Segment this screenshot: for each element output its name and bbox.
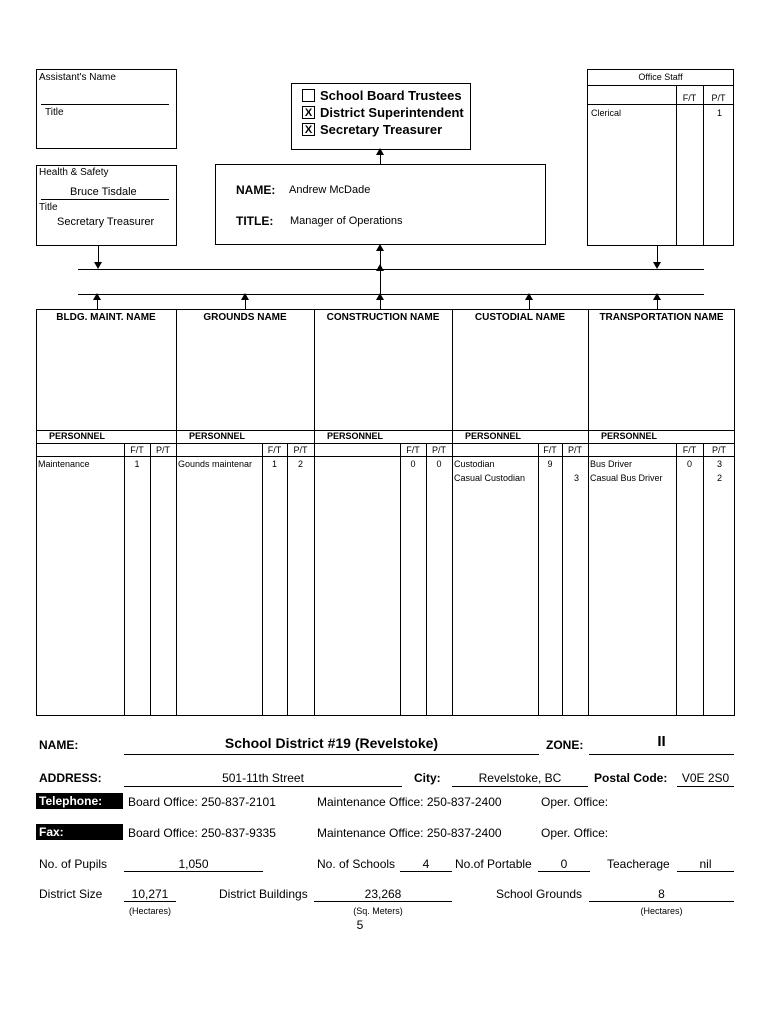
- arrow-down-icon: [94, 262, 102, 269]
- page-number: 5: [356, 918, 364, 932]
- ftpt-divider: [676, 443, 677, 716]
- dept-title: GROUNDS NAME: [203, 312, 287, 323]
- arrow-up-icon: [653, 293, 661, 300]
- table-row-ft: 1: [271, 459, 277, 469]
- treasurer-label: Secretary Treasurer: [320, 122, 443, 137]
- office-staff-header: Office Staff: [638, 72, 683, 82]
- dept-title: BLDG. MAINT. NAME: [56, 312, 156, 323]
- footer-name-label: NAME:: [39, 738, 79, 752]
- table-row-pt: 3: [573, 473, 579, 483]
- office-pt-value: 1: [716, 108, 722, 118]
- telephone-label: Telephone:: [36, 793, 123, 809]
- pupils-label: No. of Pupils: [39, 857, 108, 871]
- connector-left-line: [98, 246, 99, 263]
- ftpt-divider: [400, 443, 401, 716]
- dept-divider: [176, 309, 177, 716]
- teacherage-line: [677, 871, 734, 872]
- health-safety-name: Bruce Tisdale: [70, 186, 137, 198]
- table-row-ft: 0: [686, 459, 692, 469]
- office-role: Clerical: [591, 108, 622, 118]
- arrow-up-icon: [376, 264, 384, 271]
- arrow-up-icon: [93, 293, 101, 300]
- arrow-up-icon: [525, 293, 533, 300]
- ftpt-divider: [124, 443, 125, 716]
- office-ft-header: F/T: [682, 93, 697, 103]
- trustees-label: School Board Trustees: [320, 88, 462, 103]
- office-pt-header: P/T: [711, 93, 726, 103]
- table-row-ft: 9: [547, 459, 553, 469]
- portable-label: No.of Portable: [455, 857, 532, 871]
- arrow-up-icon: [376, 293, 384, 300]
- pt-header: P/T: [155, 445, 170, 455]
- pt-header: P/T: [567, 445, 582, 455]
- pt-header: P/T: [431, 445, 446, 455]
- table-row-role: Maintenance: [38, 459, 90, 469]
- size-value: 10,271: [131, 887, 169, 901]
- arrow-down-icon: [653, 262, 661, 269]
- health-safety-label: Health & Safety: [39, 167, 109, 178]
- table-row-role: Casual Custodian: [454, 473, 526, 483]
- manager-box: [215, 164, 546, 245]
- ftpt-divider: [262, 443, 263, 716]
- city-line: [452, 786, 588, 787]
- table-row-pt: 2: [716, 473, 722, 483]
- personnel-label: PERSONNEL: [601, 431, 658, 441]
- district-name: School District #19 (Revelstoke): [224, 735, 439, 751]
- assistant-name-line: [41, 104, 169, 105]
- ft-header: F/T: [406, 445, 420, 455]
- office-subheader-line: [587, 104, 734, 105]
- superintendent-checkbox[interactable]: X: [302, 106, 315, 119]
- superintendent-label: District Superintendent: [320, 105, 464, 120]
- table-row-ft: 1: [134, 459, 140, 469]
- personnel-mid-line: [36, 443, 735, 444]
- assistant-title-label: Title: [45, 107, 64, 118]
- connector-right-line: [657, 246, 658, 263]
- grounds-value: 8: [658, 887, 665, 901]
- table-row-pt: 2: [297, 459, 303, 469]
- buildings-line: [314, 901, 452, 902]
- ftpt-divider: [287, 443, 288, 716]
- dept-divider: [314, 309, 315, 716]
- health-title: Secretary Treasurer: [57, 216, 155, 228]
- postal-label: Postal Code:: [594, 771, 668, 785]
- address-line: [124, 786, 402, 787]
- table-row-pt: 3: [716, 459, 722, 469]
- pupils-value: 1,050: [178, 857, 209, 871]
- tel-oper: Oper. Office:: [541, 795, 609, 809]
- teacherage-label: Teacherage: [607, 857, 670, 871]
- personnel-label: PERSONNEL: [189, 431, 246, 441]
- buildings-label: District Buildings: [219, 887, 308, 901]
- ftpt-divider: [426, 443, 427, 716]
- ftpt-divider: [538, 443, 539, 716]
- treasurer-checkbox[interactable]: X: [302, 123, 315, 136]
- fax-maint: Maintenance Office: 250-837-2400: [317, 826, 502, 840]
- ft-header: F/T: [543, 445, 557, 455]
- buildings-unit: (Sq. Meters): [353, 906, 403, 916]
- postal-value: V0E 2S0: [681, 771, 730, 785]
- address-value: 501-11th Street: [222, 771, 304, 785]
- personnel-bottom-line: [36, 456, 735, 457]
- ftpt-divider: [150, 443, 151, 716]
- grounds-unit: (Hectares): [640, 906, 683, 916]
- upper-bus-line: [78, 269, 704, 270]
- dept-title: CUSTODIAL NAME: [474, 312, 566, 323]
- departments-table: [36, 309, 735, 716]
- trustees-checkbox[interactable]: [302, 89, 315, 102]
- grounds-line: [589, 901, 734, 902]
- personnel-label: PERSONNEL: [465, 431, 522, 441]
- tel-board: Board Office: 250-837-2101: [128, 795, 276, 809]
- postal-line: [677, 786, 734, 787]
- pupils-line: [124, 871, 263, 872]
- schools-value: 4: [422, 857, 430, 871]
- schools-line: [400, 871, 452, 872]
- city-value: Revelstoke, BC: [478, 771, 562, 785]
- pt-header: P/T: [711, 445, 726, 455]
- dept-title: CONSTRUCTION NAME: [326, 312, 440, 323]
- size-label: District Size: [39, 887, 103, 901]
- ftpt-divider: [562, 443, 563, 716]
- fax-oper: Oper. Office:: [541, 826, 609, 840]
- dept-title: TRANSPORTATION NAME: [599, 312, 724, 323]
- table-row-role: Bus Driver: [590, 459, 633, 469]
- personnel-label: PERSONNEL: [49, 431, 106, 441]
- table-row-pt: 0: [436, 459, 442, 469]
- portable-value: 0: [560, 857, 568, 871]
- buildings-value: 23,268: [364, 887, 402, 901]
- city-label: City:: [414, 771, 441, 785]
- table-row-role: Gounds maintenar: [178, 459, 253, 469]
- office-col-line-1: [676, 85, 677, 246]
- zone-line: [589, 754, 734, 755]
- table-row-role: Custodian: [454, 459, 495, 469]
- teacherage-value: nil: [699, 857, 712, 871]
- arrow-up-icon: [376, 148, 384, 155]
- schools-label: No. of Schools: [317, 857, 396, 871]
- arrow-up-icon: [241, 293, 249, 300]
- size-unit: (Hectares): [128, 906, 171, 916]
- manager-title: Manager of Operations: [290, 215, 403, 227]
- health-name-line: [41, 199, 169, 200]
- address-label: ADDRESS:: [39, 771, 102, 785]
- ftpt-divider: [703, 443, 704, 716]
- table-row-role: Casual Bus Driver: [590, 473, 663, 483]
- grounds-label: School Grounds: [496, 887, 583, 901]
- dept-divider: [588, 309, 589, 716]
- manager-name-label: NAME:: [236, 183, 276, 197]
- zone-value: II: [657, 733, 666, 750]
- fax-board: Board Office: 250-837-9335: [128, 826, 276, 840]
- assistant-label: Assistant's Name: [39, 72, 116, 83]
- ft-header: F/T: [682, 445, 697, 455]
- size-line: [124, 901, 176, 902]
- health-title-label: Title: [39, 202, 58, 213]
- district-name-line: [124, 754, 539, 755]
- lower-bus-line: [78, 294, 704, 295]
- pt-header: P/T: [293, 445, 308, 455]
- manager-name: Andrew McDade: [289, 184, 371, 196]
- office-header-line: [587, 85, 734, 86]
- fax-label: Fax:: [36, 824, 123, 840]
- ft-header: F/T: [130, 445, 144, 455]
- table-row-ft: 0: [410, 459, 416, 469]
- personnel-label: PERSONNEL: [327, 431, 384, 441]
- portable-line: [538, 871, 590, 872]
- tel-maint: Maintenance Office: 250-837-2400: [317, 795, 502, 809]
- bus-connector-line: [380, 270, 381, 294]
- ft-header: F/T: [267, 445, 282, 455]
- arrow-up-icon: [376, 244, 384, 251]
- manager-title-label: TITLE:: [236, 214, 274, 228]
- dept-divider: [452, 309, 453, 716]
- zone-label: ZONE:: [546, 738, 584, 752]
